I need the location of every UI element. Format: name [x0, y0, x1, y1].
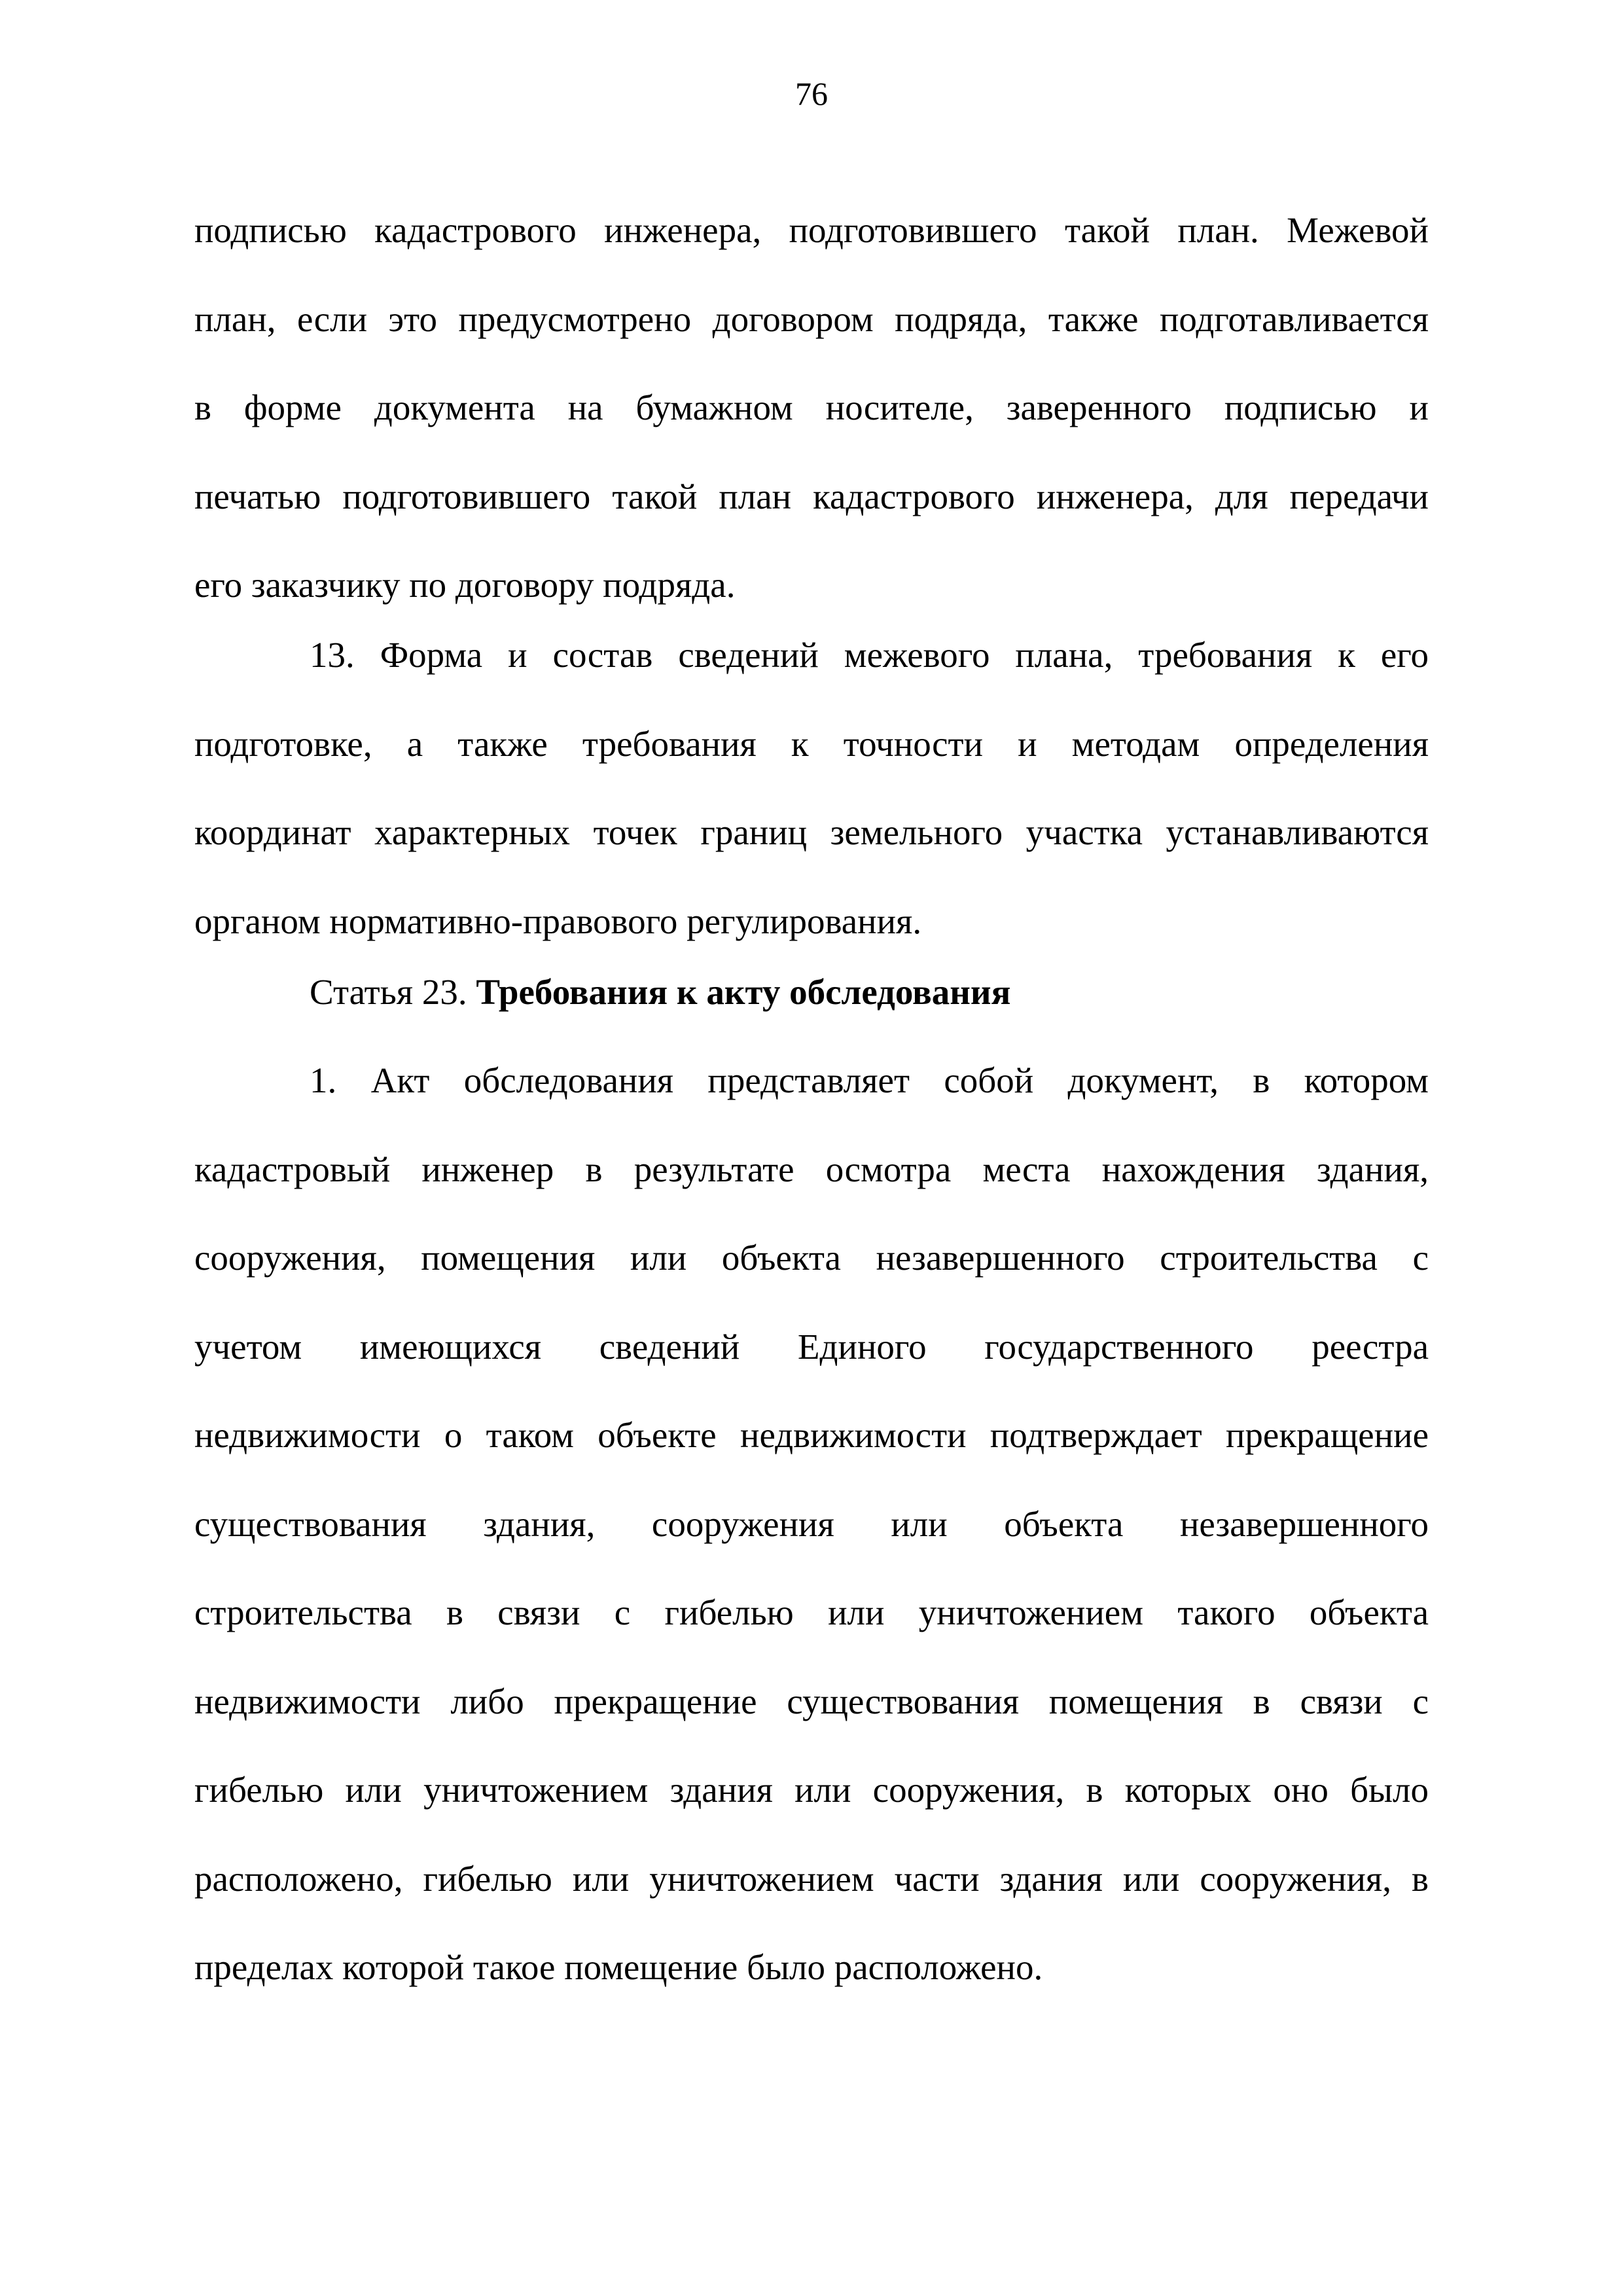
- article-heading: [310, 948, 1010, 1037]
- text-line: его заказчику по договору подряда.: [194, 565, 736, 605]
- text-line: существования здания, сооружения или объекта незавершенного: [194, 1503, 1429, 1544]
- text-line: 13. Форма и состав сведений межевого плана, требования к его: [310, 635, 1429, 675]
- paragraph-article-1: [194, 1036, 1429, 2012]
- text-line: учетом имеющихся сведений Единого государственного реестра: [194, 1326, 1429, 1367]
- text-line: план, если это предусмотрено договором подряда, также подготавливается: [194, 298, 1429, 339]
- page-number: 76: [795, 75, 828, 112]
- text-line: печатью подготовившего такой план кадастрового инженера, для передачи: [194, 476, 1429, 516]
- text-line: 1. Акт обследования представляет собой документ, в котором: [310, 1060, 1429, 1100]
- text-line: органом нормативно-правового регулирования.: [194, 901, 922, 941]
- paragraph-continuation: [194, 186, 1429, 630]
- paragraph-13: [194, 611, 1429, 965]
- text-line: подготовке, а также требования к точности и методам определения: [194, 723, 1429, 764]
- text-line: расположено, гибелью или уничтожением части здания или сооружения, в: [194, 1858, 1429, 1899]
- text-line: недвижимости либо прекращение существования помещения в связи с: [194, 1681, 1429, 1721]
- text-line: в форме документа на бумажном носителе, заверенного подписью и: [194, 387, 1429, 427]
- text-line: сооружения, помещения или объекта незавершенного строительства с: [194, 1238, 1429, 1278]
- article-prefix: Статья 23.: [310, 972, 476, 1012]
- text-line: координат характерных точек границ земельного участка устанавливаются: [194, 812, 1429, 852]
- text-line: кадастровый инженер в результате осмотра места нахождения здания,: [194, 1149, 1429, 1189]
- article-title: Требования к акту обследования: [476, 972, 1011, 1012]
- text-line: строительства в связи с гибелью или уничтожением такого объекта: [194, 1592, 1429, 1632]
- text-line: недвижимости о таком объекте недвижимости подтверждает прекращение: [194, 1415, 1429, 1455]
- text-line: гибелью или уничтожением здания или сооружения, в которых оно было: [194, 1770, 1429, 1810]
- text-line: подписью кадастрового инженера, подготовившего такой план. Межевой: [194, 210, 1429, 250]
- text-line: пределах которой такое помещение было расположено.: [194, 1947, 1043, 1987]
